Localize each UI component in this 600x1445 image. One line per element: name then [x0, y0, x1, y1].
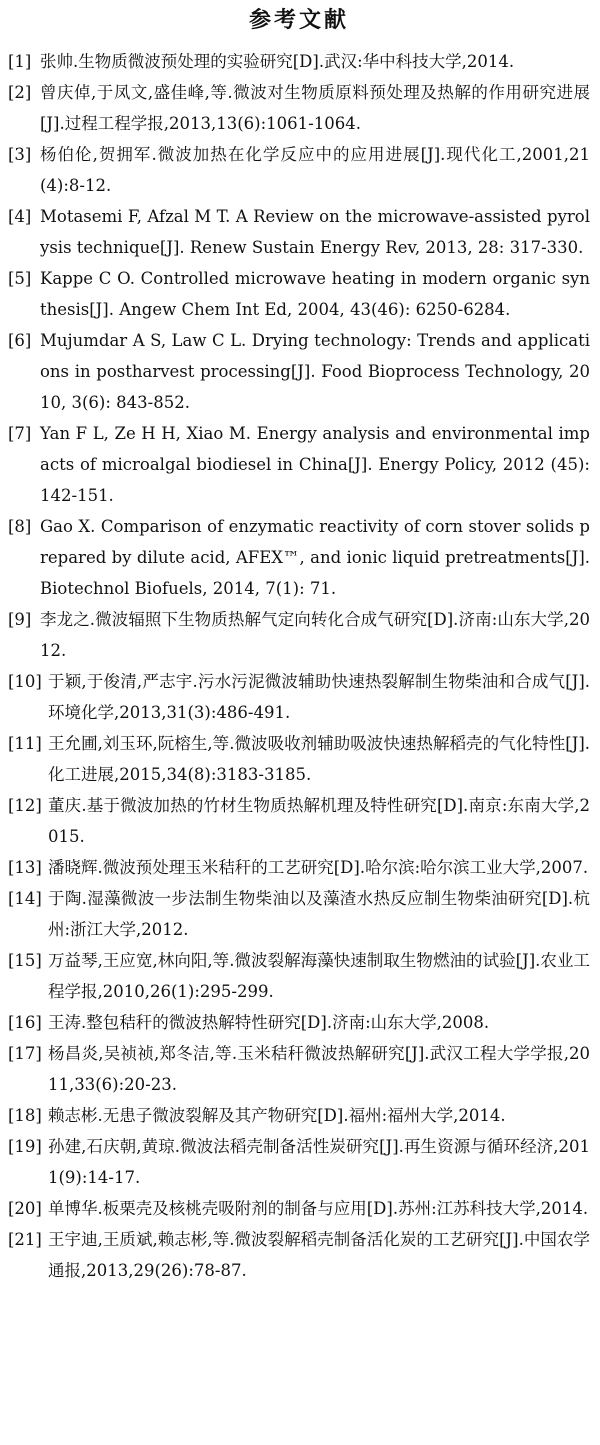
reference-number: [3]: [8, 145, 32, 164]
reference-item: [8, 790, 590, 852]
reference-item: [8, 77, 590, 139]
reference-item: [8, 728, 590, 790]
reference-number: [10]: [8, 672, 42, 691]
reference-item: [8, 325, 590, 418]
reference-item: [8, 1007, 590, 1038]
reference-item: [8, 511, 590, 604]
reference-item: [8, 604, 590, 666]
reference-item: [8, 46, 590, 77]
reference-item: [8, 883, 590, 945]
reference-number: [16]: [8, 1013, 42, 1032]
reference-item: [8, 1038, 590, 1100]
reference-text: 赖志彬.无患子微波裂解及其产物研究[D].福州:福州大学,2014.: [48, 1106, 506, 1125]
reference-text: 杨昌炎,吴祯祯,郑冬洁,等.玉米秸秆微波热解研究[J].武汉工程大学学报,2011,33(6):20-23.: [48, 1044, 590, 1094]
reference-text: Gao X. Comparison of enzymatic reactivity of corn stover solids prepared by dilute acid, AFEX™, and ionic liquid pretreatments[J]. Biotechnol Biofuels, 2014, 7(1): 71.: [40, 517, 590, 598]
reference-number: [9]: [8, 610, 32, 629]
reference-item: [8, 1100, 590, 1131]
reference-text: Yan F L, Ze H H, Xiao M. Energy analysis and environmental impacts of microalgal biodiesel in China[J]. Energy Policy, 2012 (45): 142-151.: [40, 424, 590, 505]
reference-number: [8]: [8, 517, 32, 536]
reference-text: 万益琴,王应宽,林向阳,等.微波裂解海藻快速制取生物燃油的试验[J].农业工程学报,2010,26(1):295-299.: [48, 951, 590, 1001]
reference-text: 王允圃,刘玉环,阮榕生,等.微波吸收剂辅助吸波快速热解稻壳的气化特性[J].化工进展,2015,34(8):3183-3185.: [48, 734, 590, 784]
reference-text: 潘晓辉.微波预处理玉米秸秆的工艺研究[D].哈尔滨:哈尔滨工业大学,2007.: [48, 858, 589, 877]
reference-item: [8, 1193, 590, 1224]
reference-number: [13]: [8, 858, 42, 877]
reference-number: [5]: [8, 269, 32, 288]
reference-text: 孙建,石庆朝,黄琼.微波法稻壳制备活性炭研究[J].再生资源与循环经济,2011(9):14-17.: [48, 1137, 590, 1187]
reference-item: [8, 139, 590, 201]
reference-number: [17]: [8, 1044, 42, 1063]
reference-number: [6]: [8, 331, 32, 350]
page-title: 参考文献: [248, 8, 349, 33]
reference-number: [19]: [8, 1137, 42, 1156]
reference-number: [14]: [8, 889, 42, 908]
reference-number: [15]: [8, 951, 42, 970]
reference-item: [8, 1224, 590, 1286]
reference-text: Mujumdar A S, Law C L. Drying technology: Trends and applications in postharvest processing[J]. Food Bioprocess Technology, 2010, 3(6): 843-852.: [40, 331, 590, 412]
reference-item: [8, 201, 590, 263]
reference-item: [8, 945, 590, 1007]
reference-list: [8, 46, 590, 1286]
reference-text: 单博华.板栗壳及核桃壳吸附剂的制备与应用[D].苏州:江苏科技大学,2014.: [48, 1199, 589, 1218]
reference-number: [1]: [8, 52, 32, 71]
reference-number: [11]: [8, 734, 42, 753]
reference-item: [8, 852, 590, 883]
reference-item: [8, 1131, 590, 1193]
reference-text: 于颖,于俊清,严志宇.污水污泥微波辅助快速热裂解制生物柴油和合成气[J].环境化学,2013,31(3):486-491.: [48, 672, 590, 722]
reference-number: [20]: [8, 1199, 42, 1218]
reference-text: 王宇迪,王质斌,赖志彬,等.微波裂解稻壳制备活化炭的工艺研究[J].中国农学通报,2013,29(26):78-87.: [48, 1230, 590, 1280]
reference-text: 王涛.整包秸秆的微波热解特性研究[D].济南:山东大学,2008.: [48, 1013, 490, 1032]
reference-text: 杨伯伦,贺拥军.微波加热在化学反应中的应用进展[J].现代化工,2001,21(4):8-12.: [40, 145, 590, 195]
reference-item: [8, 263, 590, 325]
reference-text: 张帅.生物质微波预处理的实验研究[D].武汉:华中科技大学,2014.: [40, 52, 515, 71]
reference-item: [8, 666, 590, 728]
reference-number: [7]: [8, 424, 32, 443]
reference-text: 曾庆倬,于凤文,盛佳峰,等.微波对生物质原料预处理及热解的作用研究进展[J].过程工程学报,2013,13(6):1061-1064.: [40, 83, 590, 133]
reference-number: [4]: [8, 207, 32, 226]
reference-text: Kappe C O. Controlled microwave heating in modern organic synthesis[J]. Angew Chem Int Ed, 2004, 43(46): 6250-6284.: [40, 269, 590, 319]
reference-number: [2]: [8, 83, 32, 102]
reference-number: [18]: [8, 1106, 42, 1125]
reference-text: 于陶.湿藻微波一步法制生物柴油以及藻渣水热反应制生物柴油研究[D].杭州:浙江大学,2012.: [48, 889, 590, 939]
reference-number: [21]: [8, 1230, 42, 1249]
reference-text: 董庆.基于微波加热的竹材生物质热解机理及特性研究[D].南京:东南大学,2015.: [48, 796, 590, 846]
reference-text: 李龙之.微波辐照下生物质热解气定向转化合成气研究[D].济南:山东大学,2012.: [40, 610, 590, 660]
reference-text: Motasemi F, Afzal M T. A Review on the microwave-assisted pyrolysis technique[J]. Renew Sustain Energy Rev, 2013, 28: 317-330.: [40, 207, 590, 257]
reference-item: [8, 418, 590, 511]
reference-number: [12]: [8, 796, 42, 815]
